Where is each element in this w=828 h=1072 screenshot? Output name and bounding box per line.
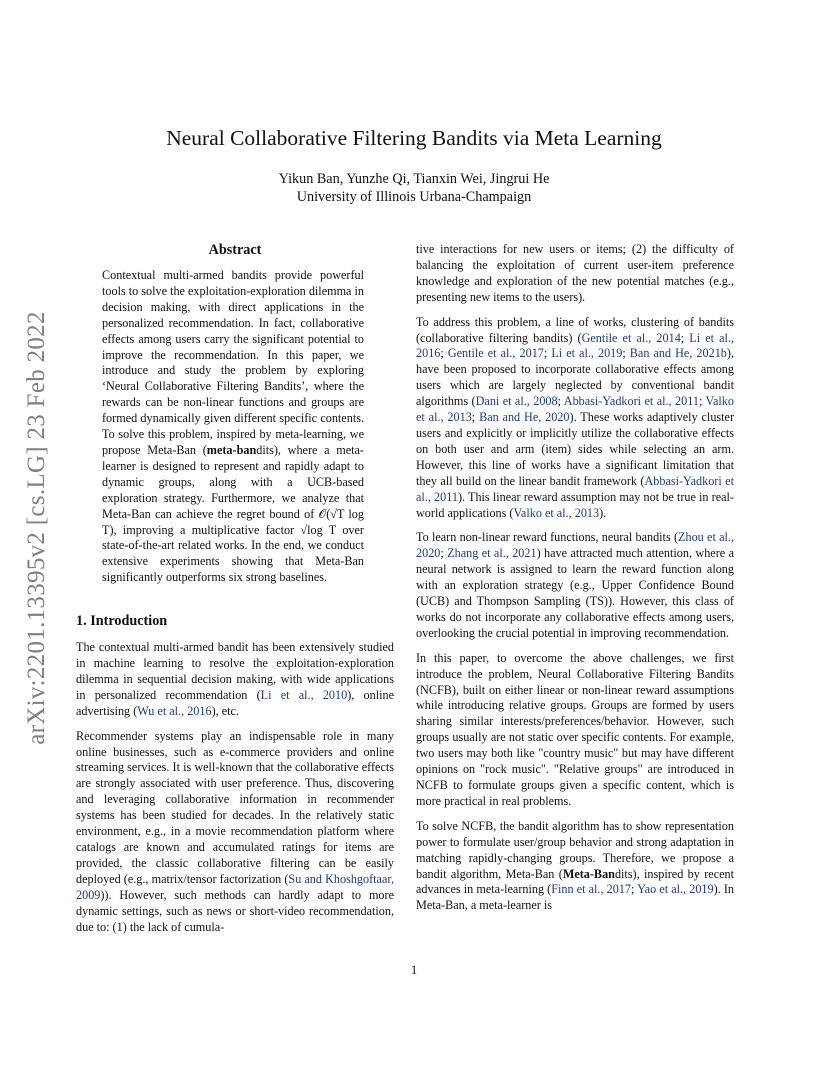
separator: ; — [557, 394, 564, 409]
author-block — [0, 170, 828, 206]
abstract-text: Contextual multi-armed bandits provide powerful tools to solve the exploitation-exploration dilemma in decision making, with direct applications in the personalized recommendation. In fact, collaborative effects among users carry the significant potential to improve the recommendation. In this paper, we introduce and study the problem by exploring ‘Neural Collaborative Filtering Bandits’, where the rewards can be non-linear functions and groups are formed dynamically given different specific contents. To solve this problem, inspired by meta-learning, we propose Meta-Ban ( — [102, 268, 364, 457]
citation-link[interactable]: Valko et al., 2013 — [513, 505, 600, 520]
paragraph-text: )). However, such methods can hardly adapt to more dynamic settings, such as news or short-video recommendation, due to: (1) the lack of cumula- — [76, 887, 394, 934]
intro-paragraph-1 — [76, 640, 394, 720]
citation-link[interactable]: Abbasi-Yadkori et al., 2011 — [416, 473, 734, 504]
paragraph-text: ). These works adaptively cluster users and explicitly or implicitly utilize the collaborative effects on both user and arm (item) sides while selecting an arm. However, this line of works have a significant limitation that they all build on the linear bandit framework ( — [416, 410, 735, 488]
separator: ; — [622, 346, 630, 361]
paragraph-text: To solve NCFB, the bandit algorithm has to show representation power to formulate user/group behavior and strong adaptation in matching rapidly-changing groups. Therefore, we propose a bandit algorithm, Meta-Ban ( — [416, 818, 734, 881]
paragraph-text: ), have been proposed to incorporate collaborative effects among users which are largely neglected by conventional bandit algorithms ( — [416, 346, 734, 409]
arxiv-identifier: arXiv:2201.13395v2 [cs.LG] 23 Feb 2022 — [23, 311, 50, 745]
intro-paragraph-2 — [76, 729, 394, 936]
citation-link[interactable]: Li et al., 2019 — [551, 346, 623, 361]
separator: ; — [543, 346, 552, 361]
citation-link[interactable]: Zhang et al., 2021 — [447, 546, 537, 561]
separator: ; — [631, 882, 638, 897]
citation-link[interactable]: Valko et al., 2013 — [416, 394, 734, 425]
citation-link[interactable]: Gentile et al., 2017 — [447, 346, 544, 361]
paragraph-text: ), etc. — [211, 703, 239, 718]
right-column — [416, 242, 734, 923]
paragraph-text: To address this problem, a line of works, clustering of bandits (collaborative filtering bandits) ( — [416, 314, 734, 345]
author-names: Yikun Ban, Yunzhe Qi, Tianxin Wei, Jingrui He — [278, 171, 550, 187]
abstract-paragraph — [102, 268, 364, 586]
right-paragraph-4: In this paper, to overcome the above challenges, we first introduce the problem, Neural Collaborative Filtering Bandits (NCFB), built on either linear or non-linear reward assumptions while introducing relative groups. Groups are formed by users sharing similar interests/preferences/behavior. However, such groups usually are not static over specific contents. For example, two users may both like "country music" but may have different opinions on "rock music". "Relative groups" are introduced in NCFB to formulate groups given a specific content, which is more practical in real problems. — [416, 650, 734, 808]
author-affiliation: University of Illinois Urbana-Champaign — [296, 189, 532, 205]
paragraph-text: dits), inspired by recent advances in meta-learning ( — [416, 866, 734, 897]
arxiv-sidebar — [22, 288, 52, 768]
abstract-body — [76, 268, 394, 586]
citation-link[interactable]: Su and Khoshgoftaar, 2009 — [76, 871, 394, 902]
citation-link[interactable]: Ban and He, 2020 — [479, 410, 570, 425]
left-column — [76, 241, 394, 944]
separator: ; — [698, 394, 706, 409]
right-paragraph-2 — [416, 315, 734, 522]
abstract-text: dits), where a meta-learner is designed to represent and rapidly adapt to dynamic groups, along with a UCB-based exploration strategy. Furthermore, we analyze that Meta-Ban can achieve the regret bound of 𝒪(√T log T), improving a multiplicative factor √log T over state-of-the-art related works. In the end, we conduct extensive experiments showing that Meta-Ban significantly outperforms six strong baselines. — [102, 442, 364, 585]
paragraph-text: ). In Meta-Ban, a meta-learner is — [416, 882, 734, 913]
separator: ; — [680, 330, 690, 345]
abstract-heading: Abstract — [208, 242, 262, 258]
paragraph-text: The contextual multi-armed bandit has been extensively studied in machine learning to resolve the exploitation-exploration dilemma in sequential decision making, with wide applications in personalized recommendation ( — [76, 640, 394, 702]
citation-link[interactable]: Ban and He, 2021b — [629, 346, 727, 361]
citation-link[interactable]: Zhou et al., 2020 — [416, 530, 734, 561]
citation-link[interactable]: Finn et al., 2017 — [551, 882, 632, 897]
citation-link[interactable]: Dani et al., 2008 — [475, 394, 558, 409]
paragraph-text: Recommender systems play an indispensable role in many online businesses, such as e-commerce providers and online streaming services. It is well-known that the collaborative effects are strongly associated with user preference. Thus, discovering and leveraging collaborative information in recommender systems has been studied for decades. In the relatively static environment, e.g., in a movie recommendation platform where catalogs are known and accumulated ratings for items are provided, the classic collaborative filtering can be easily deployed (e.g., matrix/tensor factorization ( — [76, 728, 394, 886]
separator: ; — [471, 410, 480, 425]
section-heading-introduction: 1. Introduction — [76, 613, 168, 630]
citation-link[interactable]: Li et al., 2016 — [416, 330, 735, 361]
abstract-bold: meta-ban — [206, 442, 257, 457]
citation-link[interactable]: Yao et al., 2019 — [637, 882, 714, 897]
citation-link[interactable]: Wu et al., 2016 — [137, 703, 212, 718]
paragraph-text: ). — [599, 505, 607, 520]
right-paragraph-3 — [416, 530, 734, 641]
paragraph-bold: Meta-Ban — [562, 866, 615, 881]
citation-link[interactable]: Gentile et al., 2014 — [581, 330, 681, 345]
paragraph-text: ). This linear reward assumption may not be true in real-world applications ( — [416, 489, 734, 520]
citation-link[interactable]: Li et al., 2010 — [260, 687, 348, 702]
paragraph-text: To learn non-linear reward functions, neural bandits ( — [416, 530, 679, 545]
right-paragraph-1: tive interactions for new users or items; (2) the difficulty of balancing the exploitation of current user-item preference knowledge and exploration of the new potential matches (e.g., presenting new items to the users). — [416, 242, 734, 304]
citation-link[interactable]: Abbasi-Yadkori et al., 2011 — [563, 394, 699, 409]
paragraph-text: ) have attracted much attention, where a neural network is assigned to learn the reward function along with an exploration strategy (e.g., Upper Confidence Bound (UCB) and Thompson Sampling (TS)). However, this class of works do not incorporate any collaborative effects among users, overlooking the crucial potential in improving recommendation. — [416, 546, 734, 640]
separator: ; — [440, 546, 448, 561]
page-number: 1 — [410, 963, 418, 977]
separator: ; — [440, 346, 448, 361]
paper-title: Neural Collaborative Filtering Bandits via Meta Learning — [166, 126, 662, 150]
right-paragraph-5 — [416, 819, 734, 914]
paragraph-text: ), online advertising ( — [76, 687, 395, 718]
